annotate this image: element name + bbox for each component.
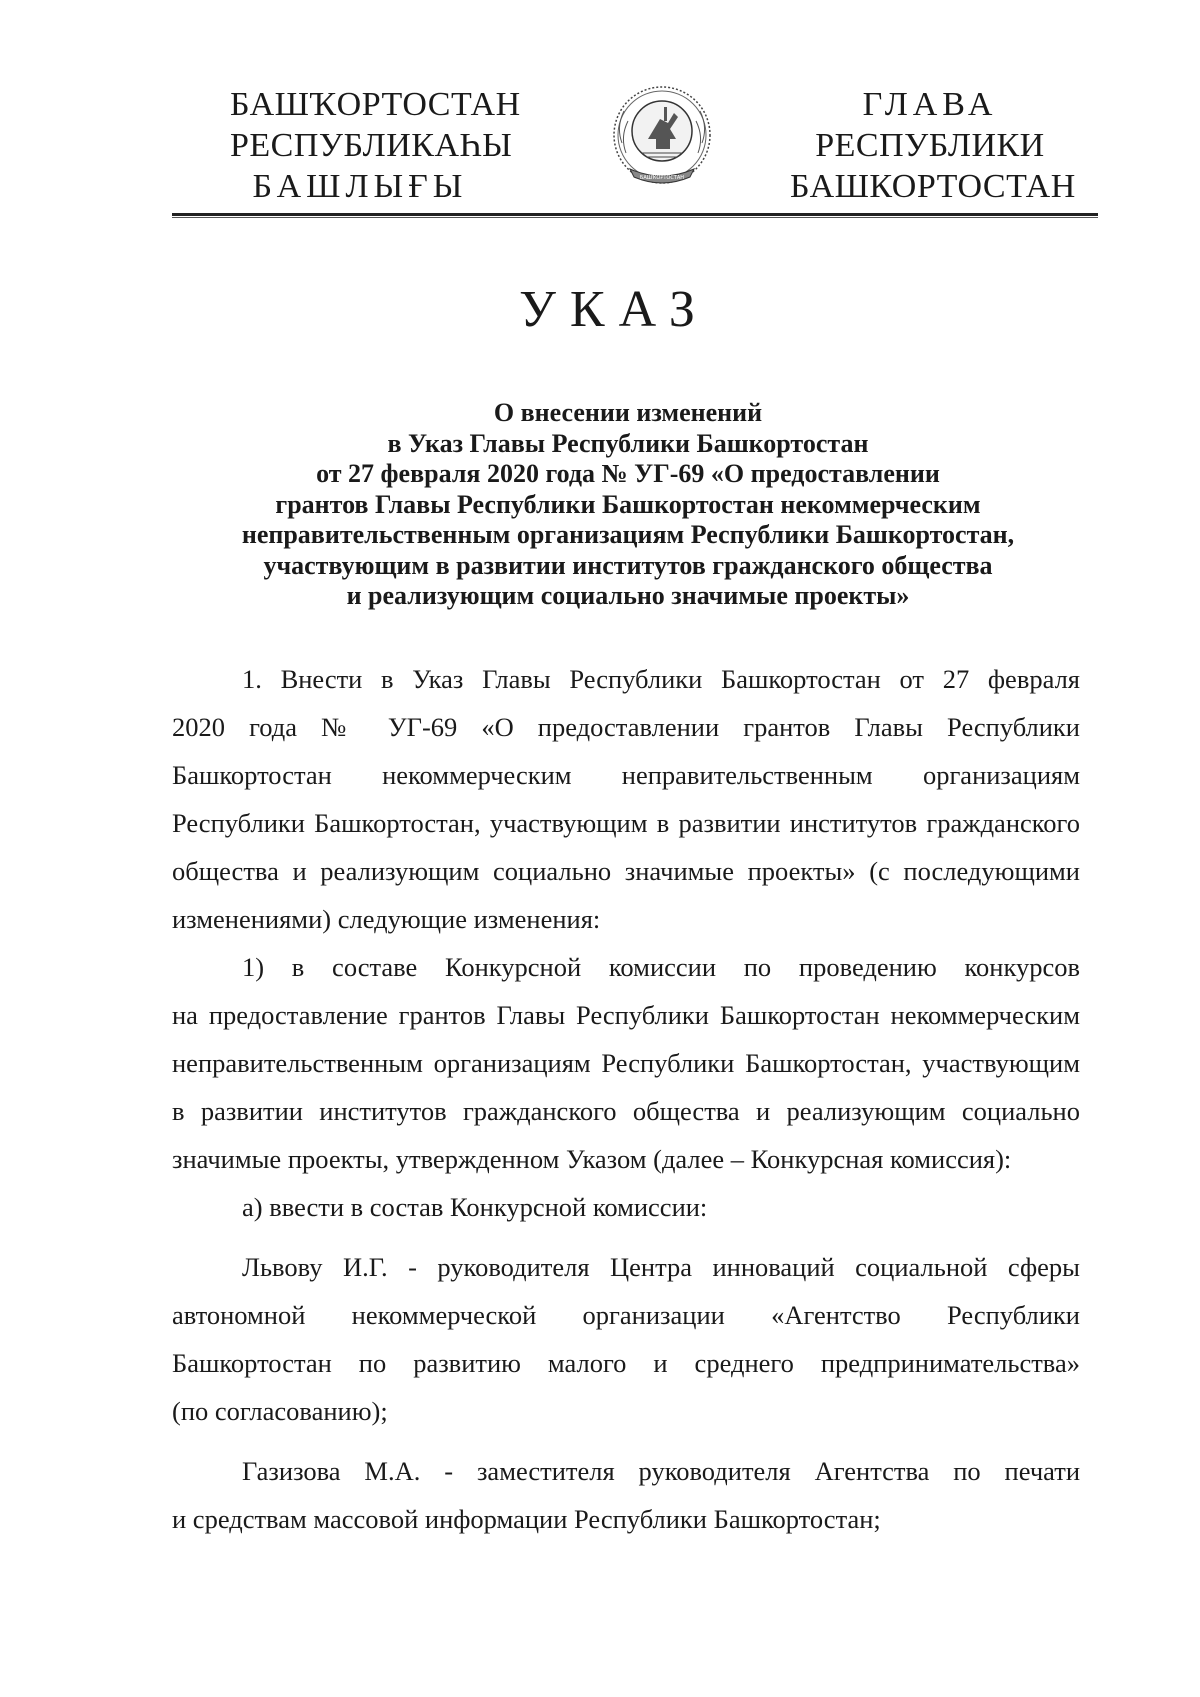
header-left-line-1: БАШҠОРТОСТАН	[230, 86, 521, 123]
header-left-bashkir	[230, 84, 521, 207]
header-right-russian	[790, 84, 1076, 207]
paragraph-5	[172, 1447, 1080, 1543]
body-line: Львову И.Г. - руководителя Центра инноваций социальной сферы	[242, 1252, 1080, 1282]
body-line: в развитии институтов гражданского общества и реализующим социально	[172, 1096, 1080, 1126]
emblem-ribbon-text: БАШҠОРТОСТАН	[639, 175, 685, 181]
body-line: 1. Внести в Указ Главы Республики Башкортостан от 27 февраля	[242, 664, 1080, 694]
paragraph-1	[172, 655, 1080, 943]
body-line: на предоставление грантов Главы Республики Башкортостан некоммерческим	[172, 1000, 1080, 1030]
header-right-line-3: БАШКОРТОСТАН	[790, 168, 1076, 205]
decree-subject	[170, 398, 1086, 612]
body-line: 2020 года № УГ-69 «О предоставлении грантов Главы Республики	[172, 712, 1080, 742]
paragraph-4	[172, 1243, 1080, 1435]
header-right-line-2: РЕСПУБЛИКИ	[815, 127, 1045, 164]
header-divider	[172, 213, 1098, 218]
paragraph-2	[172, 943, 1080, 1183]
body-line: изменениями) следующие изменения:	[172, 904, 601, 934]
subject-line: участвующим в развитии институтов гражданского общества	[263, 550, 993, 580]
bashkortostan-coat-of-arms-icon	[608, 83, 716, 191]
body-line: общества и реализующим социально значимые проекты» (с последующими	[172, 856, 1080, 886]
body-line: 1) в составе Конкурсной комиссии по проведению конкурсов	[242, 952, 1080, 982]
decree-body	[172, 655, 1080, 1543]
body-line: и средствам массовой информации Республики Башкортостан;	[172, 1504, 881, 1534]
body-line: неправительственным организациям Республики Башкортостан, участвующим	[172, 1048, 1080, 1078]
subject-line: и реализующим социально значимые проекты»	[346, 581, 910, 610]
header-right-line-1: ГЛАВА	[862, 86, 998, 123]
subject-line: О внесении изменений	[493, 398, 763, 427]
header-left-line-3: БАШЛЫҒЫ	[252, 168, 468, 205]
body-line: Республики Башкортостан, участвующим в развитии институтов гражданского	[172, 808, 1080, 838]
subject-line: неправительственным организациям Республики Башкортостан,	[241, 520, 1015, 549]
body-line: Газизова М.А. - заместителя руководителя Агентства по печати	[242, 1456, 1080, 1486]
body-line: автономной некоммерческой организации «Агентство Республики	[172, 1300, 1080, 1330]
subject-line: от 27 февраля 2020 года № УГ-69 «О предоставлении	[316, 459, 940, 488]
body-line: (по согласованию);	[172, 1396, 388, 1426]
subject-line: грантов Главы Республики Башкортостан некоммерческим	[275, 489, 981, 519]
body-line: а) ввести в состав Конкурсной комиссии:	[242, 1192, 708, 1222]
body-line: Башкортостан по развитию малого и среднего предпринимательства»	[172, 1348, 1080, 1378]
decree-title: УКАЗ	[519, 281, 709, 338]
paragraph-3	[172, 1183, 1080, 1231]
body-line: Башкортостан некоммерческим неправительственным организациям	[172, 760, 1080, 790]
header-left-line-2: РЕСПУБЛИКАҺЫ	[230, 127, 513, 164]
body-line: значимые проекты, утвержденном Указом (далее – Конкурсная комиссия):	[172, 1144, 1012, 1174]
subject-line: в Указ Главы Республики Башкортостан	[387, 428, 869, 458]
